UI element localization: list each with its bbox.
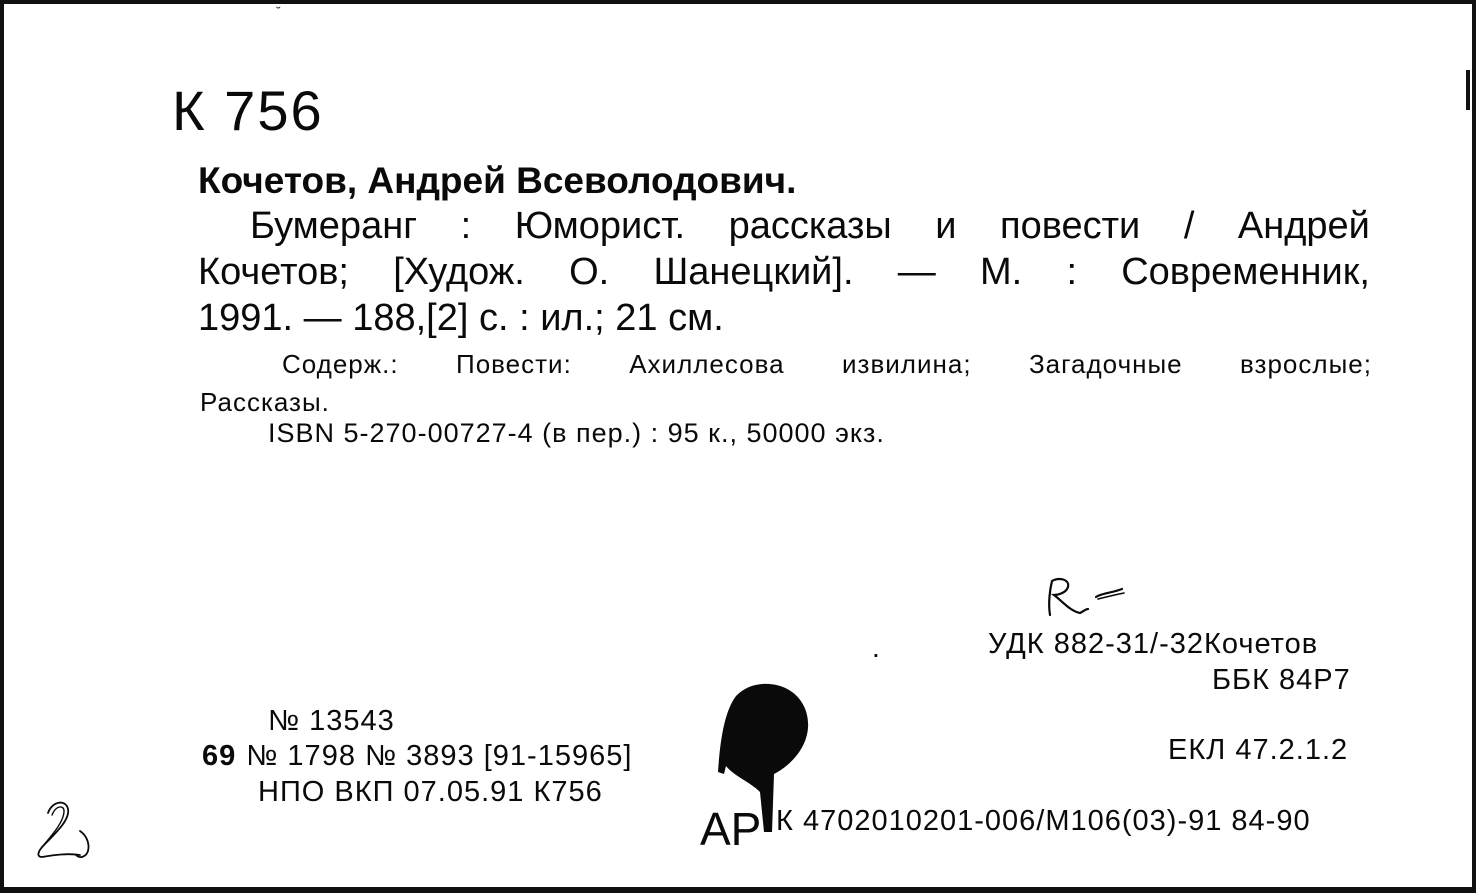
title-word: Бумеранг [250,205,418,247]
title-word: Шанецкий]. [653,251,854,293]
contents-word: Ахиллесова [629,349,785,379]
title-line-2 [198,249,1370,295]
udk-code: УДК 882-31/-32Кочетов [988,628,1319,660]
title-word: повести [1000,205,1141,247]
title-word: и [935,205,957,247]
title-word: : [1066,251,1077,293]
title-word: / [1183,205,1195,247]
contents-word: Повести: [456,349,572,379]
title-word: : [460,205,472,247]
order-number: № 13543 [268,705,395,737]
title-word: О. [569,251,610,293]
call-number: К 756 [172,79,324,142]
title-line-1 [250,203,1370,249]
contents-word: извилина; [842,349,972,379]
edge-mark [1466,70,1470,110]
k-code: К 4702010201-006/М106(03)-91 84-90 [776,805,1311,837]
isbn-line: ISBN 5-270-00727-4 (в пер.) : 95 к., 50000 экз. [268,418,885,448]
contents-word: взрослые; [1240,349,1372,379]
ekl-code: ЕКЛ 47.2.1.2 [1168,734,1349,766]
top-tick-mark: ˘ [276,5,281,20]
title-word: Кочетов; [198,251,349,293]
title-word: Юморист. [514,205,686,247]
bbk-code: ББК 84Р7 [1212,664,1351,696]
stray-dot: . [872,632,880,663]
title-word: рассказы [728,205,892,247]
ap-mark: АР [700,803,762,855]
npo-line: НПО ВКП 07.05.91 К756 [258,776,603,808]
author-heading: Кочетов, Андрей Всеволодович. [198,160,797,201]
title-word: Современник, [1121,251,1370,293]
title-word: [Худож. [393,251,525,293]
handwritten-r-mark [1040,575,1130,621]
handwritten-2-mark [28,795,108,865]
title-word: — [897,251,936,293]
imprint-line: 1991. — 188,[2] с. : ил.; 21 см. [198,297,724,339]
print-prefix: 69 [202,740,237,772]
title-word: М. [979,251,1023,293]
print-run-line [202,740,632,773]
print-line-text: № 1798 № 3893 [91-15965] [246,740,633,772]
contents-line-2: Рассказы. [200,387,330,417]
contents-word: Содерж.: [282,349,399,379]
contents-word: Загадочные [1028,349,1183,379]
title-word: Андрей [1237,205,1370,247]
contents-line-1 [282,347,1372,381]
